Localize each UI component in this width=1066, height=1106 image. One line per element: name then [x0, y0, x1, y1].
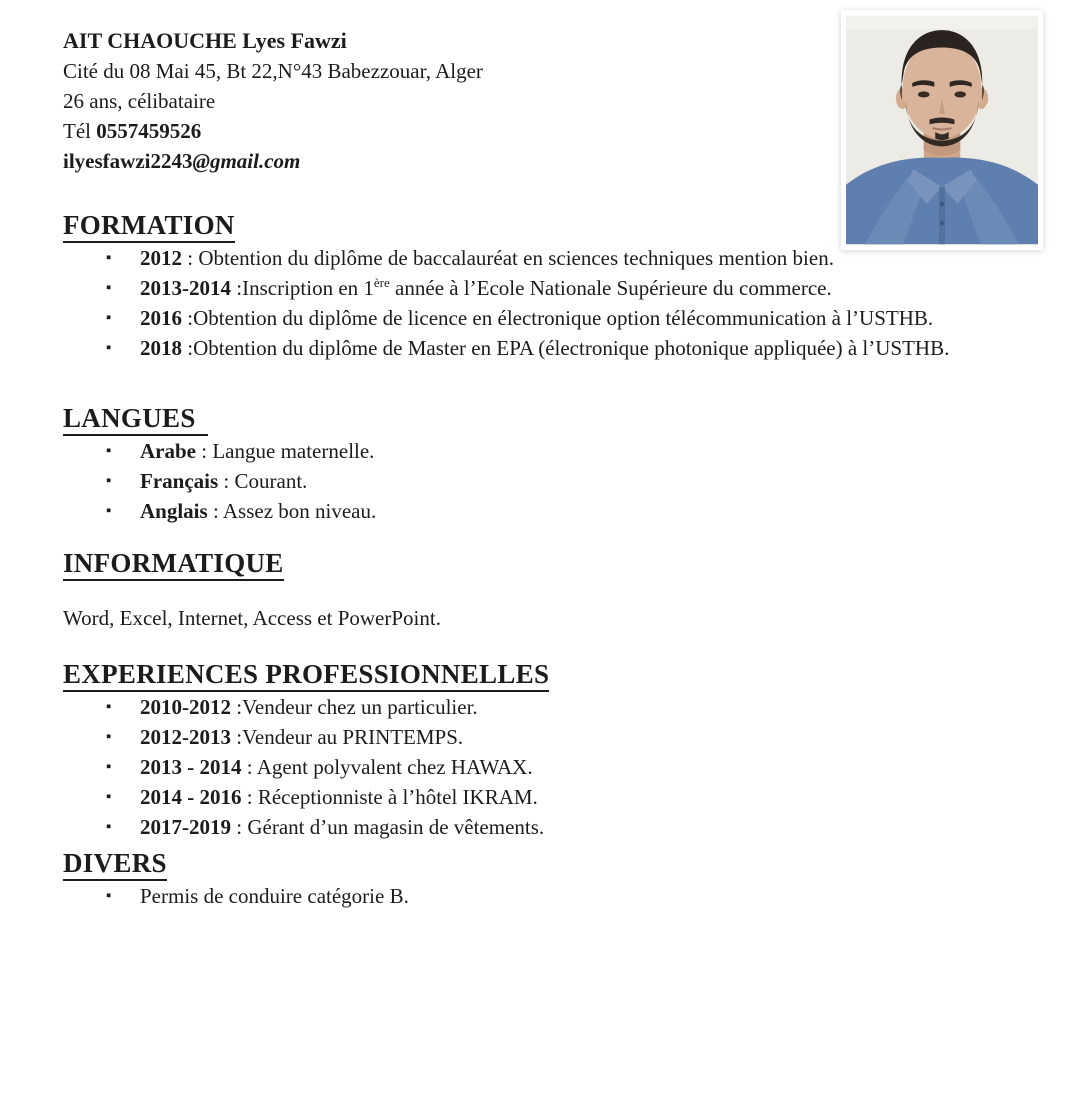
- section-title-informatique: INFORMATIQUE: [63, 548, 284, 581]
- item-text: Inscription en 1: [242, 276, 374, 300]
- item-sep: :: [207, 499, 223, 523]
- section-experiences: [63, 659, 984, 842]
- item-sep: :: [196, 439, 213, 463]
- item-text: Vendeur chez un particulier.: [242, 695, 478, 719]
- phone-line: [63, 116, 703, 146]
- item-lead: Arabe: [140, 439, 196, 463]
- divers-item: [140, 881, 984, 911]
- item-text: Permis de conduire catégorie B.: [140, 884, 409, 908]
- formation-item: [140, 243, 984, 273]
- item-sep: :: [231, 276, 243, 300]
- section-informatique: [63, 548, 984, 633]
- item-sep: :: [182, 306, 194, 330]
- experience-item: [140, 782, 984, 812]
- item-lead: 2014 - 2016: [140, 785, 242, 809]
- item-text: Réceptionniste à l’hôtel IKRAM.: [257, 785, 538, 809]
- item-text: Langue maternelle.: [212, 439, 375, 463]
- item-sep: :: [241, 755, 257, 779]
- item-lead: Anglais: [140, 499, 208, 523]
- section-langues: [63, 403, 984, 526]
- phone-number: 0557459526: [96, 119, 202, 143]
- formation-item: [140, 273, 984, 303]
- divers-list: [63, 881, 984, 911]
- item-lead: 2013-2014: [140, 276, 231, 300]
- experience-item: [140, 752, 984, 782]
- portrait-photo: [846, 15, 1038, 245]
- contact-header: [63, 26, 703, 176]
- age-status-line: 26 ans, célibataire: [63, 89, 216, 113]
- ordinal-superscript: ère: [373, 275, 390, 290]
- section-title-langues: LANGUES: [63, 403, 208, 436]
- photo-frame: [841, 10, 1043, 250]
- item-text: Courant.: [234, 469, 308, 493]
- item-lead: 2017-2019: [140, 815, 231, 839]
- section-title-divers: DIVERS: [63, 848, 167, 881]
- email-user: ilyesfawzi2243: [63, 149, 193, 173]
- langues-list: [63, 436, 984, 526]
- email-line: [63, 146, 703, 176]
- item-lead: 2013 - 2014: [140, 755, 242, 779]
- item-text: Vendeur au PRINTEMPS.: [242, 725, 464, 749]
- person-name: AIT CHAOUCHE Lyes Fawzi: [63, 28, 347, 53]
- item-text: Assez bon niveau.: [222, 499, 377, 523]
- phone-label: Tél: [63, 119, 97, 143]
- informatique-skills: Word, Excel, Internet, Access et PowerPoint.: [63, 606, 441, 630]
- formation-item: [140, 303, 984, 333]
- langue-item: [140, 466, 984, 496]
- item-text: Obtention du diplôme de Master en EPA (électronique photonique appliquée) à l’USTHB.: [193, 336, 950, 360]
- experience-item: [140, 722, 984, 752]
- item-lead: 2012: [140, 246, 182, 270]
- item-sep: :: [182, 246, 199, 270]
- item-text: Gérant d’un magasin de vêtements.: [247, 815, 545, 839]
- item-lead: 2010-2012: [140, 695, 231, 719]
- formation-item: [140, 333, 984, 363]
- item-sep: :: [231, 725, 243, 749]
- item-lead: Français: [140, 469, 219, 493]
- item-text: Obtention du diplôme de licence en électronique option télécommunication à l’USTHB.: [193, 306, 934, 330]
- item-lead: 2016: [140, 306, 182, 330]
- item-sep: :: [231, 815, 248, 839]
- item-lead: 2018: [140, 336, 182, 360]
- address-line: Cité du 08 Mai 45, Bt 22,N°43 Babezzouar, Alger: [63, 59, 483, 83]
- experience-item: [140, 692, 984, 722]
- langue-item: [140, 496, 984, 526]
- section-title-experiences: EXPERIENCES PROFESSIONNELLES: [63, 659, 549, 692]
- item-text: Obtention du diplôme de baccalauréat en sciences techniques mention bien.: [198, 246, 834, 270]
- formation-list: [63, 243, 984, 363]
- item-sep: :: [218, 469, 235, 493]
- item-sep: :: [182, 336, 194, 360]
- experience-item: [140, 812, 984, 842]
- section-title-formation: FORMATION: [63, 210, 235, 243]
- item-text: année à l’Ecole Nationale Supérieure du commerce.: [389, 276, 832, 300]
- item-sep: :: [231, 695, 243, 719]
- langue-item: [140, 436, 984, 466]
- item-text: Agent polyvalent chez HAWAX.: [256, 755, 533, 779]
- email-domain: @gmail.com: [192, 149, 301, 173]
- experiences-list: [63, 692, 984, 842]
- section-divers: [63, 848, 984, 911]
- item-sep: :: [241, 785, 258, 809]
- item-lead: 2012-2013: [140, 725, 231, 749]
